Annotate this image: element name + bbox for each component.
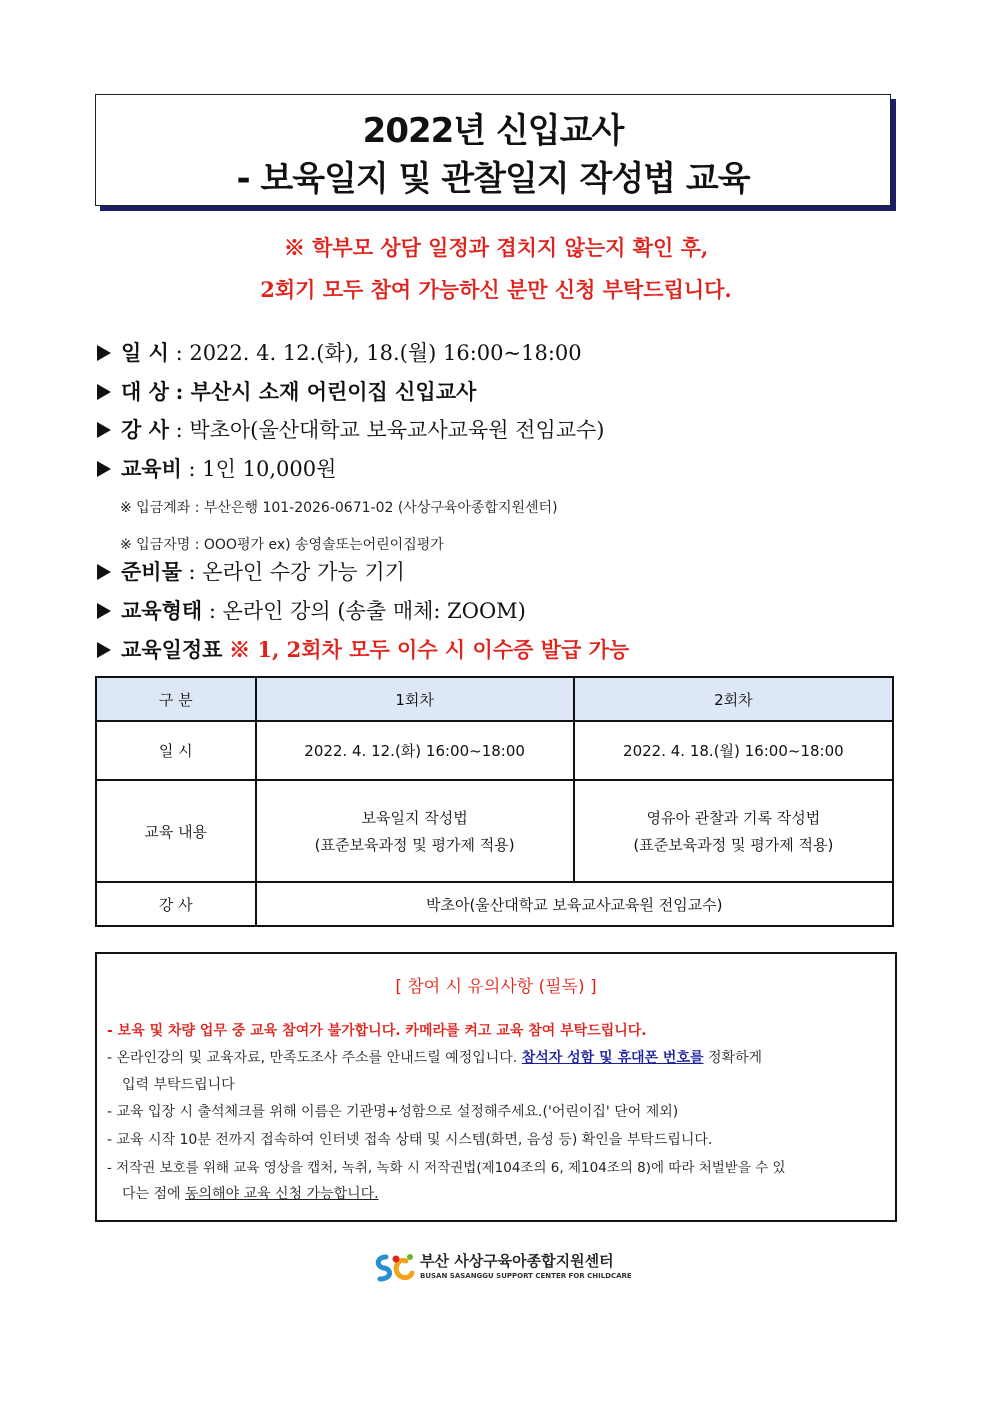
table-row-lecturer	[96, 882, 893, 926]
caution-box	[95, 952, 897, 1222]
caution-item-2	[107, 1047, 887, 1067]
format-value: : 온라인 강의 (송출 매체: ZOOM)	[208, 599, 526, 623]
caution-item-5: - 저작권 보호를 위해 교육 영상을 캡처, 녹취, 녹화 시 저작권법(제104조의 6, 제104조의 8)에 따라 처벌받을 수 있	[107, 1160, 786, 1176]
table-header-row	[96, 677, 893, 721]
cell-lecturer: 박초아(울산대학교 보육교사교육원 전임교수)	[256, 882, 894, 926]
caution-item-2-post: 정확하게	[703, 1050, 763, 1066]
prep-value: : 온라인 수강 가능 기기	[188, 560, 405, 584]
header-cell-category: 구 분	[96, 677, 256, 721]
notice-line-1: ※ 학부모 상담 일정과 겹치지 않는지 확인 후,	[283, 235, 709, 260]
bullet-triangle-icon	[97, 345, 111, 361]
content-1-line-1: 보육일지 작성법	[361, 809, 468, 827]
detail-target	[97, 376, 476, 406]
caution-item-5-cont-pre: 다는 점에	[122, 1186, 185, 1202]
prep-label: 준비물	[121, 559, 182, 584]
bullet-triangle-icon	[97, 642, 111, 658]
footer-org-english: BUSAN SASANGGU SUPPORT CENTER FOR CHILDCARE	[420, 1272, 632, 1280]
caution-title: [ 참여 시 유의사항 (필독) ]	[395, 977, 597, 997]
table-row-content	[96, 780, 893, 882]
bullet-triangle-icon	[97, 422, 111, 438]
caution-item-3: - 교육 입장 시 출석체크를 위해 이름은 기관명+성함으로 설정해주세요.('어린이집' 단어 제외)	[107, 1104, 679, 1120]
caution-item-1: - 보육 및 차량 업무 중 교육 참여가 불가합니다. 카메라를 켜고 교육 참여 부탁드립니다.	[107, 1023, 647, 1039]
detail-fee	[97, 453, 336, 483]
content-2-line-1: 영유아 관찰과 기록 작성법	[646, 809, 821, 827]
cell-date-session-1: 2022. 4. 12.(화) 16:00~18:00	[256, 721, 574, 780]
row-label-content: 교육 내용	[96, 780, 256, 882]
format-label: 교육형태	[121, 598, 203, 623]
caution-item-2-link: 참석자 성함 및 휴대폰 번호를	[521, 1050, 704, 1066]
title-box	[95, 94, 891, 206]
detail-lecturer	[97, 414, 605, 444]
title-line-1: 2022년 신입교사	[362, 111, 624, 151]
target-label: 대 상	[121, 379, 169, 404]
bullet-triangle-icon	[97, 603, 111, 619]
detail-date	[97, 337, 582, 367]
table-row-date	[96, 721, 893, 780]
bullet-triangle-icon	[97, 384, 111, 400]
footer-org-name: 부산 사상구육아종합지원센터	[420, 1252, 614, 1270]
organization-logo-icon	[372, 1251, 418, 1285]
target-value: : 부산시 소재 어린이집 신입교사	[175, 379, 477, 404]
header-cell-session-2: 2회차	[574, 677, 893, 721]
caution-item-5-cont	[122, 1183, 887, 1203]
detail-format	[97, 595, 526, 625]
row-label-date: 일 시	[96, 721, 256, 780]
account-note: ※ 입금계좌 : 부산은행 101-2026-0671-02 (사상구육아종합지원센터)	[120, 500, 558, 516]
detail-prep	[97, 556, 405, 586]
cell-content-session-1	[256, 780, 574, 882]
caution-item-2-cont: 입력 부탁드립니다	[122, 1077, 235, 1093]
caution-item-2-pre: - 온라인강의 및 교육자료, 만족도조사 주소를 안내드릴 예정입니다.	[107, 1050, 522, 1066]
lecturer-label: 강 사	[121, 417, 169, 442]
bullet-triangle-icon	[97, 461, 111, 477]
content-1-line-2: (표준보육과정 및 평가제 적용)	[314, 836, 515, 854]
bullet-triangle-icon	[97, 564, 111, 580]
title-line-2: - 보육일지 및 관찰일지 작성법 교육	[236, 159, 750, 199]
fee-value: : 1인 10,000원	[188, 457, 337, 481]
date-label: 일 시	[121, 340, 169, 365]
row-label-lecturer: 강 사	[96, 882, 256, 926]
cell-date-session-2: 2022. 4. 18.(월) 16:00~18:00	[574, 721, 893, 780]
caution-item-4: - 교육 시작 10분 전까지 접속하여 인터넷 접속 상태 및 시스템(화면, 음성 등) 확인을 부탁드립니다.	[107, 1132, 713, 1148]
schedule-note: ※ 1, 2회차 모두 이수 시 이수증 발급 가능	[229, 637, 630, 662]
date-value: : 2022. 4. 12.(화), 18.(월) 16:00~18:00	[175, 341, 582, 365]
header-cell-session-1: 1회차	[256, 677, 574, 721]
depositor-note: ※ 입금자명 : OOO평가 ex) 송영솔또는어린이집평가	[120, 537, 444, 553]
schedule-label: 교육일정표	[121, 637, 223, 662]
notice-line-2: 2회기 모두 참여 가능하신 분만 신청 부탁드립니다.	[260, 277, 732, 302]
caution-item-5-cont-underline: 동의해야 교육 신청 가능합니다.	[185, 1186, 379, 1202]
cell-content-session-2	[574, 780, 893, 882]
detail-schedule	[97, 634, 629, 664]
schedule-table	[95, 676, 894, 927]
content-2-line-2: (표준보육과정 및 평가제 적용)	[633, 836, 834, 854]
lecturer-value: : 박초아(울산대학교 보육교사교육원 전임교수)	[175, 418, 605, 442]
fee-label: 교육비	[121, 456, 182, 481]
